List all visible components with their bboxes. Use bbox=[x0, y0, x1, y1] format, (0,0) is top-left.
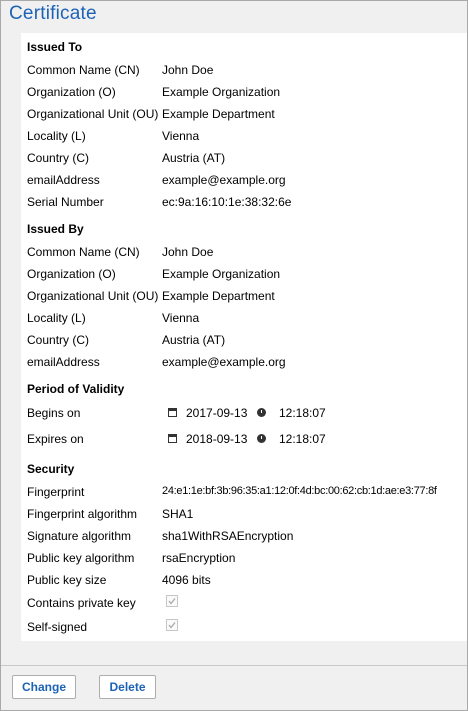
issued-to-ou-value: Example Department bbox=[162, 107, 275, 121]
issued-by-ou-value: Example Department bbox=[162, 289, 275, 303]
serial-number-label: Serial Number bbox=[27, 195, 104, 209]
issued-to-email-value: example@example.org bbox=[162, 173, 286, 187]
change-button[interactable]: Change bbox=[12, 675, 76, 699]
issued-by-l-label: Locality (L) bbox=[27, 311, 86, 325]
issued-to-cn-value: John Doe bbox=[162, 63, 214, 77]
issued-to-l-label: Locality (L) bbox=[27, 129, 86, 143]
issued-to-cn-label: Common Name (CN) bbox=[27, 63, 140, 77]
issued-to-ou-label: Organizational Unit (OU) bbox=[27, 107, 159, 121]
public-key-size-label: Public key size bbox=[27, 573, 107, 587]
expires-on-date: 2018-09-13 bbox=[186, 432, 248, 446]
issued-to-email-label: emailAddress bbox=[27, 173, 100, 187]
issued-by-email-label: emailAddress bbox=[27, 355, 100, 369]
issued-to-c-value: Austria (AT) bbox=[162, 151, 226, 165]
issued-to-o-label: Organization (O) bbox=[27, 85, 116, 99]
begins-on-time: 12:18:07 bbox=[279, 406, 326, 420]
fingerprint-algorithm-label: Fingerprint algorithm bbox=[27, 507, 138, 521]
delete-button[interactable]: Delete bbox=[99, 675, 156, 699]
public-key-size-value: 4096 bits bbox=[162, 573, 211, 587]
self-signed-checkbox bbox=[166, 619, 178, 631]
issued-to-c-label: Country (C) bbox=[27, 151, 90, 165]
checkmark-icon bbox=[168, 597, 176, 605]
expires-on-time: 12:18:07 bbox=[279, 432, 326, 446]
issued-by-o-label: Organization (O) bbox=[27, 267, 116, 281]
self-signed-label: Self-signed bbox=[27, 620, 88, 634]
certificate-details-panel bbox=[21, 33, 467, 641]
validity-heading: Period of Validity bbox=[27, 382, 125, 396]
issued-to-heading: Issued To bbox=[27, 40, 83, 54]
issued-by-c-label: Country (C) bbox=[27, 333, 90, 347]
issued-by-c-value: Austria (AT) bbox=[162, 333, 226, 347]
fingerprint-label: Fingerprint bbox=[27, 485, 85, 499]
signature-algorithm-label: Signature algorithm bbox=[27, 529, 132, 543]
dialog-title: Certificate bbox=[9, 3, 97, 24]
clock-icon bbox=[257, 408, 266, 417]
public-key-algorithm-label: Public key algorithm bbox=[27, 551, 135, 565]
contains-private-key-label: Contains private key bbox=[27, 596, 136, 610]
fingerprint-value: 24:e1:1e:bf:3b:96:35:a1:12:0f:4d:bc:00:62:cb:1d:ae:e3:77:8f bbox=[162, 485, 437, 497]
clock-icon bbox=[257, 434, 266, 443]
issued-to-l-value: Vienna bbox=[162, 129, 200, 143]
checkmark-icon bbox=[168, 621, 176, 629]
issued-by-cn-value: John Doe bbox=[162, 245, 214, 259]
issued-by-heading: Issued By bbox=[27, 222, 84, 236]
footer-divider bbox=[1, 665, 467, 666]
calendar-icon bbox=[168, 408, 177, 417]
begins-on-date: 2017-09-13 bbox=[186, 406, 248, 420]
issued-by-o-value: Example Organization bbox=[162, 267, 281, 281]
issued-by-l-value: Vienna bbox=[162, 311, 200, 325]
issued-by-email-value: example@example.org bbox=[162, 355, 286, 369]
security-heading: Security bbox=[27, 462, 75, 476]
contains-private-key-checkbox bbox=[166, 595, 178, 607]
fingerprint-algorithm-value: SHA1 bbox=[162, 507, 194, 521]
calendar-icon bbox=[168, 434, 177, 443]
public-key-algorithm-value: rsaEncryption bbox=[162, 551, 236, 565]
issued-by-ou-label: Organizational Unit (OU) bbox=[27, 289, 159, 303]
issued-to-o-value: Example Organization bbox=[162, 85, 281, 99]
begins-on-label: Begins on bbox=[27, 406, 81, 420]
expires-on-label: Expires on bbox=[27, 432, 84, 446]
issued-by-cn-label: Common Name (CN) bbox=[27, 245, 140, 259]
signature-algorithm-value: sha1WithRSAEncryption bbox=[162, 529, 294, 543]
serial-number-value: ec:9a:16:10:1e:38:32:6e bbox=[162, 195, 292, 209]
